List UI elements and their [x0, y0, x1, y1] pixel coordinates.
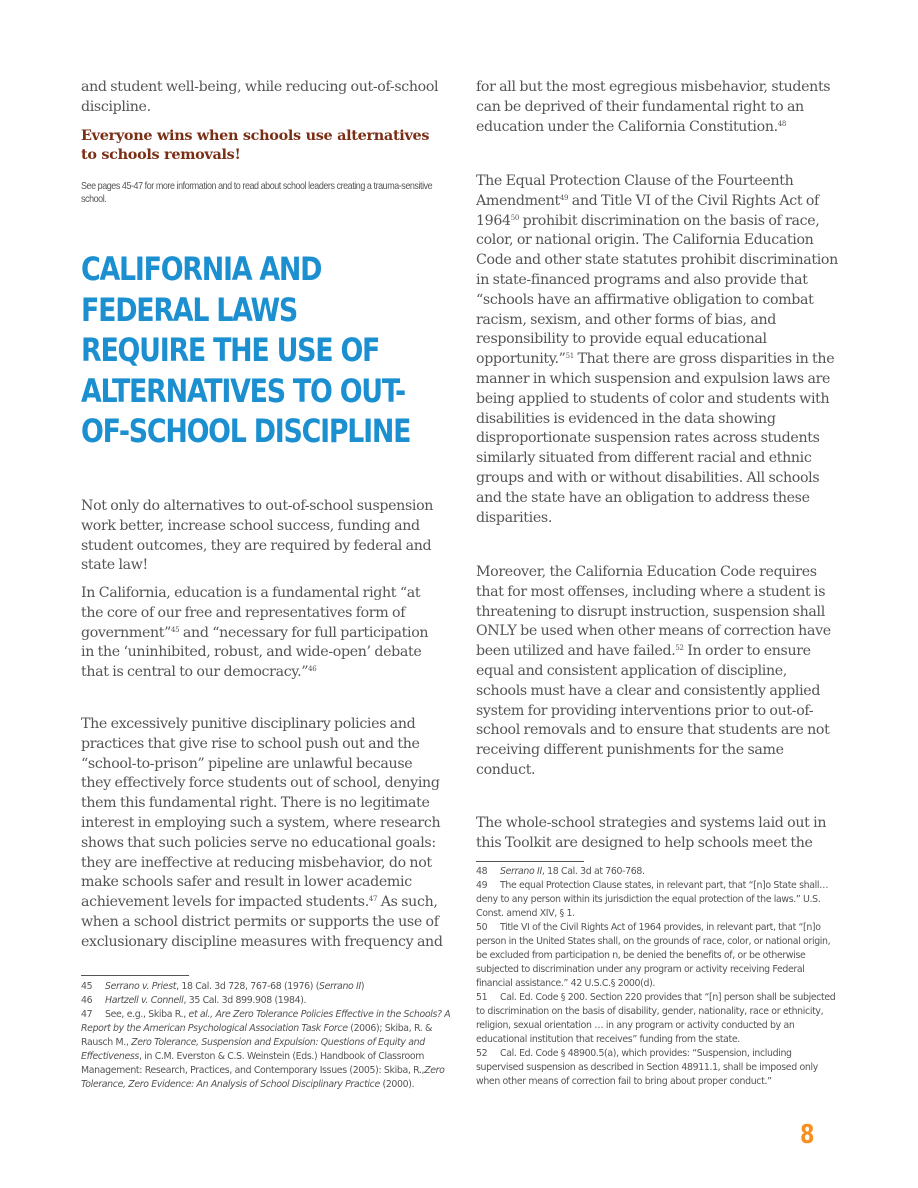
section-heading: [81, 249, 441, 452]
text-run: et al., Are Zero Tolerance Policies Effective in the Schools? A Report by the American Psychological Association Task Force: [81, 1009, 451, 1034]
heading-line: ALTERNATIVES TO OUT-: [81, 371, 405, 410]
text-run: The Equal Protection Clause of the Fourteenth Amendment: [476, 173, 794, 209]
footnote-divider-left: [81, 975, 189, 976]
text-run: The equal Protection Clause states, in relevant part, that “[n]o State shall…deny to any person within its jurisdiction the equal protection of the laws.” U.S. Const. amend XIV, § 1.: [476, 880, 829, 919]
text-run: In California, education is a fundamental right “at the core of our free and representatives form of government”: [81, 585, 421, 641]
paragraph: [476, 78, 838, 137]
text-run: As such, when a school district permits or supports the use of exclusionary discipline measures with frequency and: [81, 894, 443, 950]
text-run: and “necessary for full participation in the ‘uninhibited, robust, and wide-open’ debate that is central to our democracy.”: [81, 624, 429, 681]
text-run: prohibit discrimination on the basis of race, color, or national origin. The California Education Code and other state statutes prohibit discrimination in state-financed programs and also provide that “schools have an affirmative obligation to combat racism, sexism, and other forms of bias, and responsibility to provide equal educational opportunity.”: [476, 212, 838, 368]
paragraph: Not only do alternatives to out-of-school suspension work better, increase school success, funding and student outcomes, they are required by federal and state law!: [81, 498, 434, 574]
footnote-number: 47: [81, 1009, 93, 1020]
footnote-47: [81, 1008, 451, 1092]
text-run: , 18 Cal. 3d at 760-768.: [541, 866, 645, 877]
text-run: , 35 Cal. 3d 899.908 (1984).: [183, 995, 307, 1006]
text-run: Serrano II: [500, 866, 542, 877]
intro-continuation: and student well-being, while reducing out-of-school discipline.: [81, 79, 439, 115]
footnote-50: [476, 921, 838, 991]
footnote-number: 49: [476, 880, 488, 891]
footnote-52: [476, 1047, 838, 1089]
left-para-3: [81, 715, 443, 953]
footnote-number: 52: [476, 1048, 488, 1059]
paragraph: [81, 715, 443, 953]
footnote-number: 45: [81, 981, 93, 992]
heading-line: OF-SCHOOL DISCIPLINE: [81, 412, 411, 450]
footnote-46: [81, 994, 451, 1008]
footnote-divider-right: [476, 861, 584, 862]
text-run: Moreover, the California Education Code requires that for most offenses, including where a student is threatening to disrupt instruction, suspension shall ONLY be used when other means of correction have been utilized and have failed.: [476, 564, 831, 660]
paragraph: [476, 172, 838, 528]
heading-line: FEDERAL LAWS: [81, 290, 297, 329]
text-run: See, e.g., Skiba R.,: [105, 1009, 189, 1020]
footnote-ref[interactable]: 46: [308, 665, 317, 674]
right-para-3: [476, 563, 838, 781]
footnote-ref[interactable]: 49: [559, 193, 569, 202]
left-column: [81, 78, 441, 206]
left-para-1: [81, 497, 443, 576]
text-run: Cal. Ed. Code § 200. Section 220 provides that “[n] person shall be subjected to discrimination on the basis of disability, gender, nationality, race or ethnicity, religion, sexual orientation … in any program or activity conducted by an educational institution that receives” funding from the state.: [476, 992, 836, 1045]
text-run: ): [360, 981, 365, 992]
right-para-2: [476, 172, 838, 528]
footnote-ref[interactable]: 52: [675, 644, 684, 653]
left-para-2: [81, 584, 443, 683]
text-run: (2006); Skiba, R. & Rausch M.,: [81, 1023, 433, 1048]
footnote-45: [81, 980, 451, 994]
footnote-number: 50: [476, 922, 488, 933]
footnote-ref[interactable]: 51: [565, 352, 574, 361]
text-run: Zero Tolerance, Zero Evidence: An Analysis of School Disciplinary Practice: [81, 1065, 445, 1090]
text-run: In order to ensure equal and consistent application of discipline, schools must have a clear and consistently applied system for providing interventions prior to out-of-school removals and to ensure that students are not receiving different punishments for the same conduct.: [476, 643, 830, 778]
footnote-51: [476, 991, 838, 1047]
text-run: Zero Tolerance, Suspension and Expulsion: Questions of Equity and Effectiveness: [81, 1037, 425, 1062]
heading-line: CALIFORNIA AND: [81, 250, 322, 288]
text-run: (2000).: [379, 1079, 415, 1090]
text-run: Cal. Ed. Code § 48900.5(a), which provides: “Suspension, including supervised suspension as described in Section 48911.1, shall be imposed only when other means of correction fail to bring about proper conduct.”: [476, 1048, 818, 1087]
footnote-48: [476, 865, 838, 879]
footnote-ref[interactable]: 48: [777, 119, 786, 128]
right-para-4: [476, 814, 838, 854]
text-run: The excessively punitive disciplinary policies and practices that give rise to school push out and the “school-to-prison” pipeline are unlawful because they effectively force students out of school, denying them this fundamental right. There is no legitimate interest in employing such a system, where research shows that such policies serve no educational goals: they are ineffective at reducing misbehavior, do not make schools safer and result in lower academic achievement levels for impacted students.: [81, 716, 441, 911]
text-run: Serrano v. Priest: [105, 981, 177, 992]
text-run: That there are gross disparities in the manner in which suspension and expulsion laws are being applied to students of color and students with disabilities is evidenced in the data showing disproportionate suspension rates across students similarly situated from different racial and ethnic groups and with or without disabilities. All schools and the state have an obligation to address these disparities.: [476, 351, 835, 526]
footnote-49: [476, 879, 838, 921]
paragraph: The whole-school strategies and systems laid out in this Toolkit are designed to help schools meet the: [476, 815, 827, 851]
footnotes-left: [81, 980, 451, 1092]
footnote-number: 48: [476, 866, 488, 877]
see-pages-note: See pages 45-47 for more information and to read about school leaders creating a trauma-sensitive school.: [81, 180, 433, 205]
footnote-number: 46: [81, 995, 93, 1006]
footnote-ref[interactable]: 47: [368, 895, 378, 904]
callout-text: Everyone wins when schools use alternatives to schools removals!: [81, 126, 430, 163]
right-para-1: [476, 78, 838, 137]
text-run: , in C.M. Everston & C.S. Weinstein (Eds.) Handbook of Classroom Management: Research, Practices, and Contemporary Issues (2005): Skiba, R.,: [81, 1051, 425, 1076]
heading-line: REQUIRE THE USE OF: [81, 331, 380, 369]
footnote-ref[interactable]: 50: [510, 213, 519, 222]
text-run: for all but the most egregious misbehavior, students can be deprived of their fundamental right to an education under the California Constitution.: [476, 79, 831, 135]
text-run: Title VI of the Civil Rights Act of 1964 provides, in relevant part, that “[n]o person in the United States shall, on the grounds of race, color, or national origin, be excluded from participation n, be denied the benefits of, or be otherwise subjected to discrimination under any program or activity receiving Federal financial assistance.” 42 U.S.C.§ 2000(d).: [476, 922, 831, 989]
section-heading-text: [81, 249, 434, 452]
footnotes-right: [476, 865, 838, 1089]
text-run: Hartzell v. Connell: [105, 995, 184, 1006]
paragraph: [476, 563, 838, 781]
footnote-ref[interactable]: 45: [171, 625, 180, 634]
text-run: and Title VI of the Civil Rights Act of 1964: [476, 192, 819, 229]
paragraph: [81, 584, 443, 683]
text-run: , 18 Cal. 3d 728, 767-68 (1976) (: [176, 981, 320, 992]
footnote-number: 51: [476, 992, 488, 1003]
text-run: Serrano II: [319, 981, 361, 992]
page-number: 8: [800, 1120, 815, 1150]
